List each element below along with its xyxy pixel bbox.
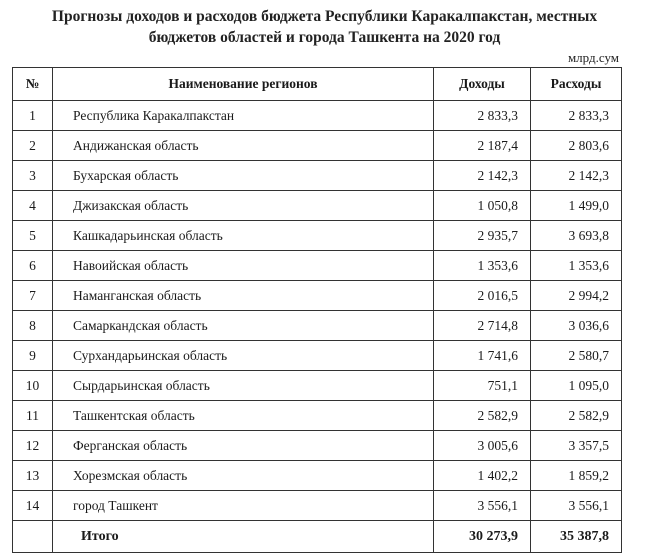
row-region-name: Хорезмская область [53, 461, 434, 491]
table-row [13, 221, 622, 251]
row-region-name: Андижанская область [53, 131, 434, 161]
row-expense: 2 582,9 [531, 401, 622, 431]
row-income: 2 016,5 [434, 281, 531, 311]
row-num: 8 [13, 311, 53, 341]
total-income: 30 273,9 [434, 521, 531, 553]
row-income: 2 187,4 [434, 131, 531, 161]
table-row [13, 491, 622, 521]
row-income: 1 050,8 [434, 191, 531, 221]
row-num: 3 [13, 161, 53, 191]
row-income: 2 142,3 [434, 161, 531, 191]
row-num: 10 [13, 371, 53, 401]
header-num: № [13, 68, 53, 101]
row-expense: 1 095,0 [531, 371, 622, 401]
row-region-name: Наманганская область [53, 281, 434, 311]
header-income: Доходы [434, 68, 531, 101]
budget-table [12, 67, 622, 553]
table-row [13, 401, 622, 431]
row-expense: 3 556,1 [531, 491, 622, 521]
unit-label: млрд.сум [567, 50, 619, 65]
row-income: 3 556,1 [434, 491, 531, 521]
row-expense: 1 353,6 [531, 251, 622, 281]
table-row [13, 341, 622, 371]
row-num: 7 [13, 281, 53, 311]
table-row [13, 461, 622, 491]
title-line-1: Прогнозы доходов и расходов бюджета Республики Каракалпакстан, местных [51, 8, 598, 25]
total-row [13, 521, 622, 553]
row-expense: 2 803,6 [531, 131, 622, 161]
table-row [13, 431, 622, 461]
table-row [13, 251, 622, 281]
row-num: 11 [13, 401, 53, 431]
total-label: Итого [53, 521, 434, 553]
row-num: 1 [13, 101, 53, 131]
row-expense: 3 693,8 [531, 221, 622, 251]
header-row [13, 68, 622, 101]
row-expense: 2 994,2 [531, 281, 622, 311]
row-num: 5 [13, 221, 53, 251]
row-expense: 1 499,0 [531, 191, 622, 221]
table-row [13, 101, 622, 131]
row-region-name: Сырдарьинская область [53, 371, 434, 401]
row-region-name: Ташкентская область [53, 401, 434, 431]
table-row [13, 371, 622, 401]
table-row [13, 161, 622, 191]
total-expense: 35 387,8 [531, 521, 622, 553]
row-expense: 3 036,6 [531, 311, 622, 341]
row-region-name: Бухарская область [53, 161, 434, 191]
row-expense: 2 833,3 [531, 101, 622, 131]
row-region-name: Ферганская область [53, 431, 434, 461]
row-income: 3 005,6 [434, 431, 531, 461]
row-income: 1 353,6 [434, 251, 531, 281]
header-name: Наименование регионов [53, 68, 434, 101]
table-row [13, 131, 622, 161]
row-income: 1 741,6 [434, 341, 531, 371]
row-expense: 2 580,7 [531, 341, 622, 371]
header-expense: Расходы [531, 68, 622, 101]
row-region-name: Сурхандарьинская область [53, 341, 434, 371]
row-region-name: город Ташкент [53, 491, 434, 521]
row-region-name: Навоийская область [53, 251, 434, 281]
row-num: 14 [13, 491, 53, 521]
row-region-name: Самаркандская область [53, 311, 434, 341]
table-row [13, 191, 622, 221]
row-num: 4 [13, 191, 53, 221]
total-num-cell [13, 521, 53, 553]
row-expense: 1 859,2 [531, 461, 622, 491]
row-income: 2 935,7 [434, 221, 531, 251]
row-num: 6 [13, 251, 53, 281]
row-num: 9 [13, 341, 53, 371]
title-line-2: бюджетов областей и города Ташкента на 2020 год [148, 29, 501, 46]
row-region-name: Джизакская область [53, 191, 434, 221]
row-income: 2 714,8 [434, 311, 531, 341]
row-num: 13 [13, 461, 53, 491]
row-region-name: Республика Каракалпакстан [53, 101, 434, 131]
row-expense: 2 142,3 [531, 161, 622, 191]
row-income: 1 402,2 [434, 461, 531, 491]
table-row [13, 281, 622, 311]
document-title [0, 6, 649, 48]
row-income: 751,1 [434, 371, 531, 401]
row-num: 12 [13, 431, 53, 461]
row-expense: 3 357,5 [531, 431, 622, 461]
row-income: 2 582,9 [434, 401, 531, 431]
row-region-name: Кашкадарьинская область [53, 221, 434, 251]
row-num: 2 [13, 131, 53, 161]
table-row [13, 311, 622, 341]
row-income: 2 833,3 [434, 101, 531, 131]
